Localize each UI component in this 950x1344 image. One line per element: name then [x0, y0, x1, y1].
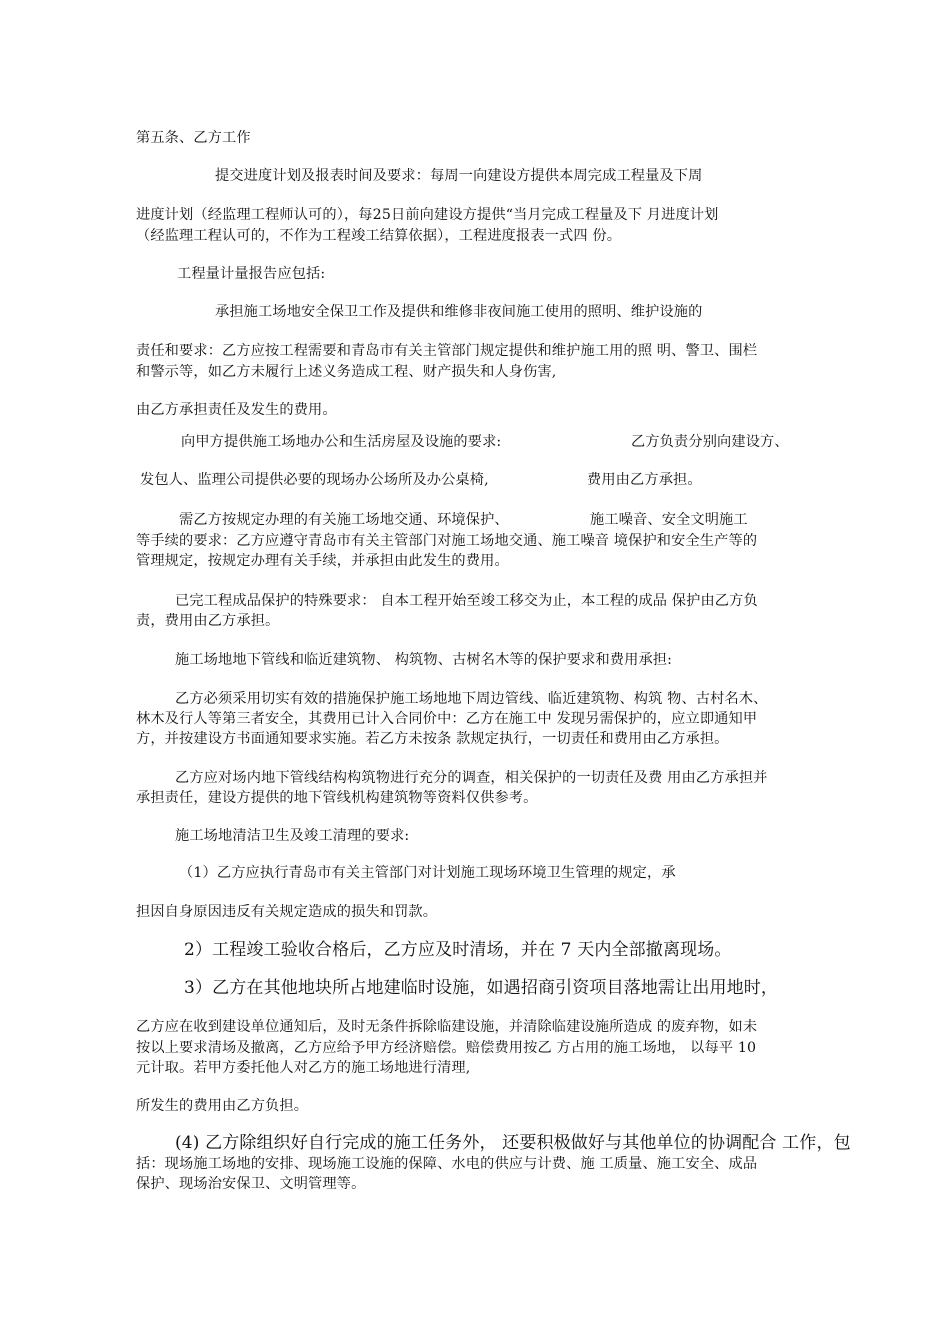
paragraph-line: 所发生的费用由乙方负担。 [136, 1098, 309, 1114]
paragraph-line: 保护、现场治安保卫、文明管理等。 [136, 1176, 366, 1192]
paragraph-line: 进度计划（经监理工程师认可的），每25日前向建设方提供“当月完成工程量及下 月进度计划 [136, 207, 719, 223]
paragraph-line: 提交进度计划及报表时间及要求：每周一向建设方提供本周完成工程量及下周 [215, 168, 703, 184]
paragraph-line: 工程量计量报告应包括: [177, 266, 326, 282]
paragraph-line: 乙方应在收到建设单位通知后，及时无条件拆除临建设施，并清除临建设施所造成 的废弃物，如未 [136, 1019, 758, 1035]
paragraph-line: 向甲方提供施工场地办公和生活房屋及设施的要求: [181, 434, 502, 450]
paragraph-line: （1）乙方应执行青岛市有关主管部门对计划施工现场环境卫生管理的规定，承 [179, 865, 676, 881]
paragraph-line: 3）乙方在其他地块所占地建临时设施，如遇招商引资项目落地需让出用地时， [184, 978, 779, 998]
paragraph-line: 费用由乙方承担。 [587, 472, 702, 488]
paragraph-line: 担因自身原因违反有关规定造成的损失和罚款。 [136, 904, 438, 920]
paragraph-line: 发包人、监理公司提供必要的现场办公场所及办公桌椅, [140, 472, 489, 488]
paragraph-line: 需乙方按规定办理的有关施工场地交通、环境保护、 [179, 512, 509, 528]
paragraph-line: （经监理工程认可的，不作为工程竣工结算依据），工程进度报表一式四 份。 [136, 228, 622, 244]
paragraph-line: 施工场地清洁卫生及竣工清理的要求: [175, 828, 410, 844]
paragraph-line: 按以上要求清场及撤离，乙方应给予甲方经济赔偿。赔偿费用按乙 方占用的施工场地， 以每平 10 [136, 1040, 757, 1056]
paragraph-line: 等手续的要求：乙方应遵守青岛市有关主管部门对施工场地交通、施工噪音 境保护和安全生产等的 [136, 533, 758, 549]
paragraph-line: 已完工程成品保护的特殊要求： 自本工程开始至竣工移交为止，本工程的成品 保护由乙方负 [175, 593, 758, 609]
paragraph-line: 方，并按建设方书面通知要求实施。若乙方未按条 款规定执行，一切责任和费用由乙方承担。 [136, 731, 729, 747]
paragraph-line: 和警示等，如乙方未履行上述义务造成工程、财产损失和人身伤害, [136, 364, 557, 380]
paragraph-line: 施工场地地下管线和临近建筑物、 构筑物、古树名木等的保护要求和费用承担: [175, 652, 673, 668]
paragraph-line: (4) 乙方除组织好自行完成的施工任务外， 还要积极做好与其他单位的协调配合 工作，包 [175, 1133, 851, 1153]
paragraph-line: 乙方必须采用切实有效的措施保护施工场地地下周边管线、临近建筑物、构筑 物、古村名木、 [175, 691, 768, 707]
paragraph-line: 元计取。若甲方委托他人对乙方的施工场地进行清理, [136, 1060, 471, 1076]
paragraph-line: 林木及行人等第三者安全，其费用已计入合同价中：乙方在施工中 发现另需保护的，应立即通知甲 [136, 711, 758, 727]
paragraph-line: 乙方应对场内地下管线结构构筑物进行充分的调查，相关保护的一切责任及费 用由乙方承担并 [175, 770, 768, 786]
paragraph-line: 施工噪音、安全文明施工 [590, 512, 748, 528]
paragraph-line: 管理规定，按规定办理有关手续，并承担由此发生的费用。 [136, 553, 509, 569]
paragraph-line: 2）工程竣工验收合格后，乙方应及时清场，并在 7 天内全部撤离现场。 [184, 940, 732, 960]
section-heading: 第五条、乙方工作 [136, 130, 251, 146]
paragraph-line: 承担施工场地安全保卫工作及提供和维修非夜间施工使用的照明、维护设施的 [215, 304, 703, 320]
paragraph-line: 责，费用由乙方承担。 [136, 613, 280, 629]
paragraph-line: 责任和要求：乙方应按工程需要和青岛市有关主管部门规定提供和维护施工用的照 明、警卫、围栏 [136, 343, 758, 359]
paragraph-line: 由乙方承担责任及发生的费用。 [136, 402, 337, 418]
paragraph-line: 括：现场施工场地的安排、现场施工设施的保障、水电的供应与计费、施 工质量、施工安全、成品 [136, 1156, 758, 1172]
paragraph-line: 承担责任，建设方提供的地下管线机构建筑物等资料仅供参考。 [136, 790, 538, 806]
paragraph-line: 乙方负责分别向建设方、 [631, 434, 789, 450]
